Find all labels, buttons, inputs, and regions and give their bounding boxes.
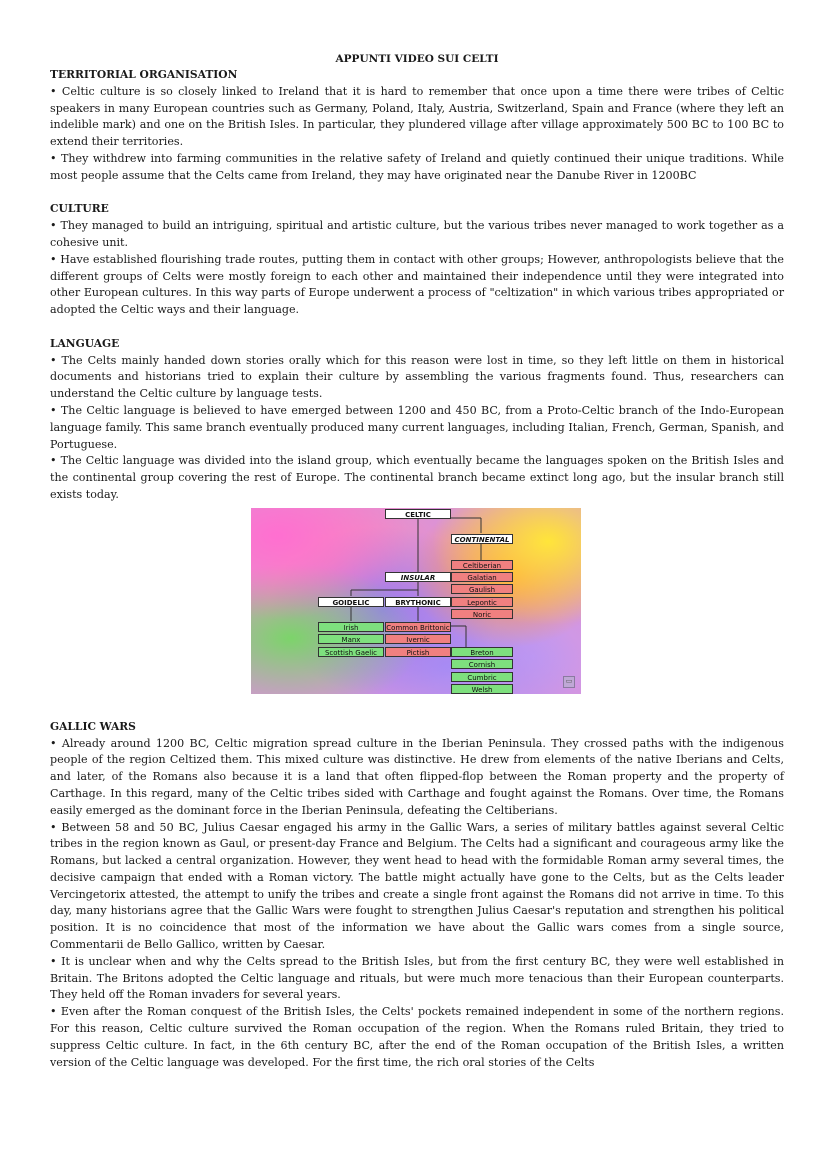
node-continental-lang: Galatian (451, 572, 513, 582)
paragraph: • Even after the Roman conquest of the British Isles, the Celts' pockets remained independent in some of the northern regions. For this reason, Celtic culture survived the Roman occupation of the region. When the Romans ruled Britain, they tried to suppress Celtic culture. In fact, in the 6th century BC, after the end of the Roman occupation of the British Isles, a written version of the Celtic language was developed. For the first time, the rich oral stories of the Celts (50, 1005, 784, 1069)
paragraph: • Already around 1200 BC, Celtic migration spread culture in the Iberian Peninsula. They crossed paths with the indigenous people of the region Celtized them. This mixed culture was distinctive. He drew from elements of the native Iberians and Celts, and later, of the Romans also because it is a land that often flipped-flop between the Roman property and the property of Carthage. In this regard, many of the Celtic tribes sided with Carthage and fought against the Romans. Over time, the Romans easily emerged as the dominant force in the Iberian Peninsula, defeating the Celtiberians. (50, 736, 784, 817)
paragraph: • The Celts mainly handed down stories orally which for this reason were lost in time, so they left little on them in historical documents and historians tried to explain their culture by assembling the various fragments found. Thus, researchers can understand the Celtic culture by language tests. (50, 353, 784, 401)
node-insular: INSULAR (385, 572, 451, 582)
node-brittonic-lang: Welsh (451, 684, 513, 694)
node-continental-lang: Celtiberian (451, 560, 513, 570)
expand-icon[interactable]: ▭ (563, 676, 575, 688)
paragraph: • Celtic culture is so closely linked to Ireland that it is hard to remember that once upon a time there were tribes of Celtic speakers in many European countries such as Germany, Poland, Italy, Austria, Switzerland, Spain and France (where they left an indelible mark) and one on the British Isles. In particular, they plundered village after village approximately 500 BC to 100 BC to extend their territories. (50, 84, 784, 149)
node-continental-lang: Noric (451, 609, 513, 619)
paragraph: • It is unclear when and why the Celts spread to the British Isles, but from the first century BC, they were well established in Britain. The Britons adopted the Celtic language and rituals, but were much more tenacious than their European counterparts. They held off the Roman invaders for several years. (50, 954, 784, 1002)
node-brittonic-lang: Cumbric (451, 672, 513, 682)
figure-container (50, 504, 784, 719)
node-goidelic-lang: Scottish Gaelic (318, 647, 384, 657)
node-brittonic-lang: Cornish (451, 659, 513, 669)
heading-language: LANGUAGE (50, 336, 120, 350)
paragraph: • The Celtic language was divided into the island group, which eventually became the languages spoken on the British Isles and the continental group covering the rest of Europe. The continental branch became extinct long ago, but the insular branch still exists today. (50, 454, 784, 501)
node-goidelic-lang: Manx (318, 634, 384, 644)
node-brythonic-lang: Common Brittonic (386, 623, 450, 632)
paragraph: • They managed to build an intriguing, spiritual and artistic culture, but the various tribes never managed to work together as a cohesive unit. (50, 219, 784, 249)
document-page (50, 51, 784, 1071)
heading-territorial: TERRITORIAL ORGANISATION (50, 68, 238, 81)
node-goidelic: GOIDELIC (318, 597, 384, 607)
node-goidelic-lang: Irish (318, 622, 384, 632)
heading-gallic-wars: GALLIC WARS (50, 719, 136, 733)
node-continental-lang: Gaulish (451, 584, 513, 594)
node-brythonic: BRYTHONIC (385, 597, 451, 607)
document-title: APPUNTI VIDEO SUI CELTI (335, 53, 499, 65)
paragraph: • Have established flourishing trade routes, putting them in contact with other groups; However, anthropologists believe that the different groups of Celts were mostly foreign to each other and maintained their independence until they were integrated into other European cultures. In this way parts of Europe underwent a process of "celtization" in which various tribes appropriated or adopted the Celtic ways and their language. (50, 252, 784, 317)
paragraph: • Between 58 and 50 BC, Julius Caesar engaged his army in the Gallic Wars, a series of military battles against several Celtic tribes in the region known as Gaul, or present-day France and Belgium. The Celts had a significant and courageous army like the Romans, but lacked a central organization. However, they went head to head with the formidable Roman army several times, the decisive campaign that ended with a Roman victory. The battle might actually have gone to the Celts, but as the Celts leader Vercingetorix attested, the attempt to unify the tribes and create a single front against the Romans did not arrive in time. To this day, many historians agree that the Gallic Wars were fought to strengthen Julius Caesar's reputation and strengthen his political position. It is no coincidence that most of the information we have about the Gallic wars comes from a single source, Commentarii de Bello Gallico, written by Caesar. (50, 820, 784, 952)
paragraph: • They withdrew into farming communities in the relative safety of Ireland and quietly continued their unique traditions. While most people assume that the Celts came from Ireland, they may have originated near the Danube River in 1200BC (50, 151, 784, 182)
node-continental-lang: Lepontic (451, 597, 513, 607)
heading-culture: CULTURE (50, 202, 109, 216)
node-brittonic-lang: Breton (451, 647, 513, 657)
paragraph: • The Celtic language is believed to have emerged between 1200 and 450 BC, from a Proto-Celtic branch of the Indo-European language family. This same branch eventually produced many current languages, including Italian, French, German, Spanish, and Portuguese. (50, 403, 784, 451)
node-continental: CONTINENTAL (451, 534, 513, 544)
node-celtic: CELTIC (385, 509, 451, 519)
node-brythonic-lang: Ivernic (385, 634, 451, 644)
node-brythonic-lang: Pictish (385, 647, 451, 657)
celtic-language-tree-diagram (251, 508, 581, 694)
